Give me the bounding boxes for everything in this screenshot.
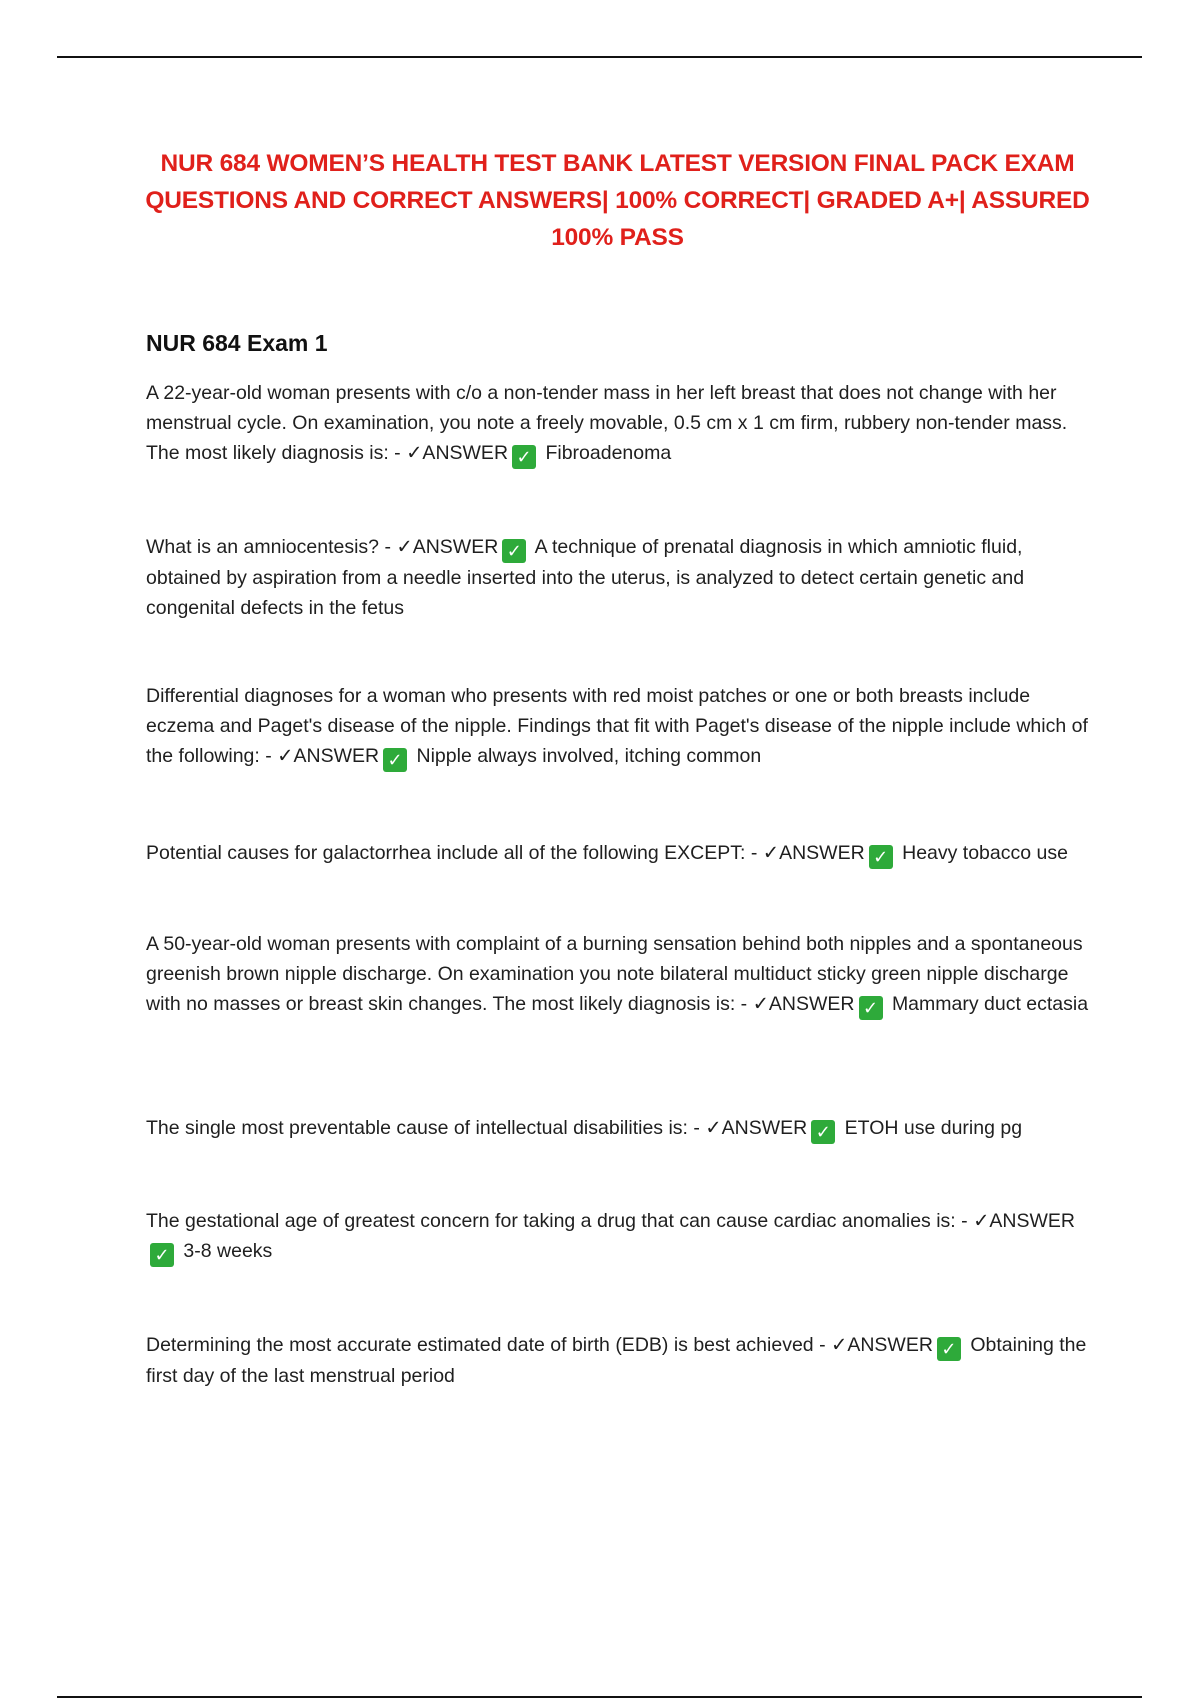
top-rule [57, 56, 1142, 58]
answer-prefix: ✓ANSWER [762, 842, 865, 864]
checkmark-icon: ✓ [383, 748, 407, 772]
answer-prefix: ✓ANSWER [830, 1334, 933, 1356]
answer-prefix: ✓ANSWER [973, 1210, 1075, 1232]
qa-item-5 [146, 929, 1096, 1020]
bottom-rule [57, 1696, 1142, 1698]
document-title: NUR 684 WOMEN’S HEALTH TEST BANK LATEST VERSION FINAL PACK EXAM QUESTIONS AND CORRECT ANSWERS| 100% CORRECT| GRADED A+| ASSURED 100% PASS [145, 150, 1090, 251]
qa-item-3 [146, 681, 1096, 772]
answer-text: Mammary duct ectasia [891, 993, 1089, 1015]
checkmark-icon: ✓ [811, 1120, 835, 1144]
answer-text: Fibroadenoma [545, 442, 672, 464]
question-text: Differential diagnoses for a woman who presents with red moist patches or one or both breasts include eczema and Paget's disease of the nipple. Findings that fit with Paget's disease of the nipple include which of the following: - [146, 685, 1088, 767]
qa-item-2 [146, 532, 1096, 623]
question-text: A 50-year-old woman presents with complaint of a burning sensation behind both nipples and a spontaneous greenish brown nipple discharge. On examination you note bilateral multiduct sticky green nipple discharge with no masses or breast skin changes. The most likely diagnosis is: - [146, 933, 1083, 1015]
qa-item-8 [146, 1330, 1096, 1391]
qa-item-1 [146, 378, 1096, 469]
question-text: The gestational age of greatest concern for taking a drug that can cause cardiac anomalies is: - [146, 1210, 968, 1232]
answer-text: A technique of prenatal diagnosis in which amniotic fluid, obtained by aspiration from a needle inserted into the uterus, is analyzed to detect certain genetic and congenital defects in the fetus [146, 536, 1025, 619]
answer-text: Nipple always involved, itching common [416, 745, 762, 767]
answer-text: Heavy tobacco use [902, 842, 1068, 864]
answer-text: Obtaining the first day of the last menstrual period [146, 1334, 1087, 1387]
answer-prefix: ✓ANSWER [396, 536, 499, 558]
checkmark-icon: ✓ [937, 1337, 961, 1361]
answer-prefix: ✓ANSWER [752, 993, 855, 1015]
question-text: Potential causes for galactorrhea include all of the following EXCEPT: - [146, 842, 758, 864]
answer-prefix: ✓ANSWER [277, 745, 380, 767]
checkmark-icon: ✓ [502, 539, 526, 563]
question-text: What is an amniocentesis? - [146, 536, 391, 558]
checkmark-icon: ✓ [150, 1243, 174, 1267]
question-text: Determining the most accurate estimated date of birth (EDB) is best achieved - [146, 1334, 826, 1356]
qa-item-6 [146, 1113, 1096, 1144]
answer-text: ETOH use during pg [844, 1117, 1023, 1139]
question-text: The single most preventable cause of intellectual disabilities is: - [146, 1117, 700, 1139]
section-heading: NUR 684 Exam 1 [146, 330, 328, 356]
checkmark-icon: ✓ [869, 845, 893, 869]
answer-text: 3-8 weeks [183, 1240, 273, 1262]
qa-item-7 [146, 1206, 1096, 1267]
qa-item-4 [146, 838, 1096, 869]
answer-prefix: ✓ANSWER [406, 442, 509, 464]
question-text: A 22-year-old woman presents with c/o a non-tender mass in her left breast that does not change with her menstrual cycle. On examination, you note a freely movable, 0.5 cm x 1 cm firm, rubbery non-tender mass. The most likely diagnosis is: - [146, 382, 1068, 464]
checkmark-icon: ✓ [512, 445, 536, 469]
checkmark-icon: ✓ [859, 996, 883, 1020]
answer-prefix: ✓ANSWER [705, 1117, 808, 1139]
